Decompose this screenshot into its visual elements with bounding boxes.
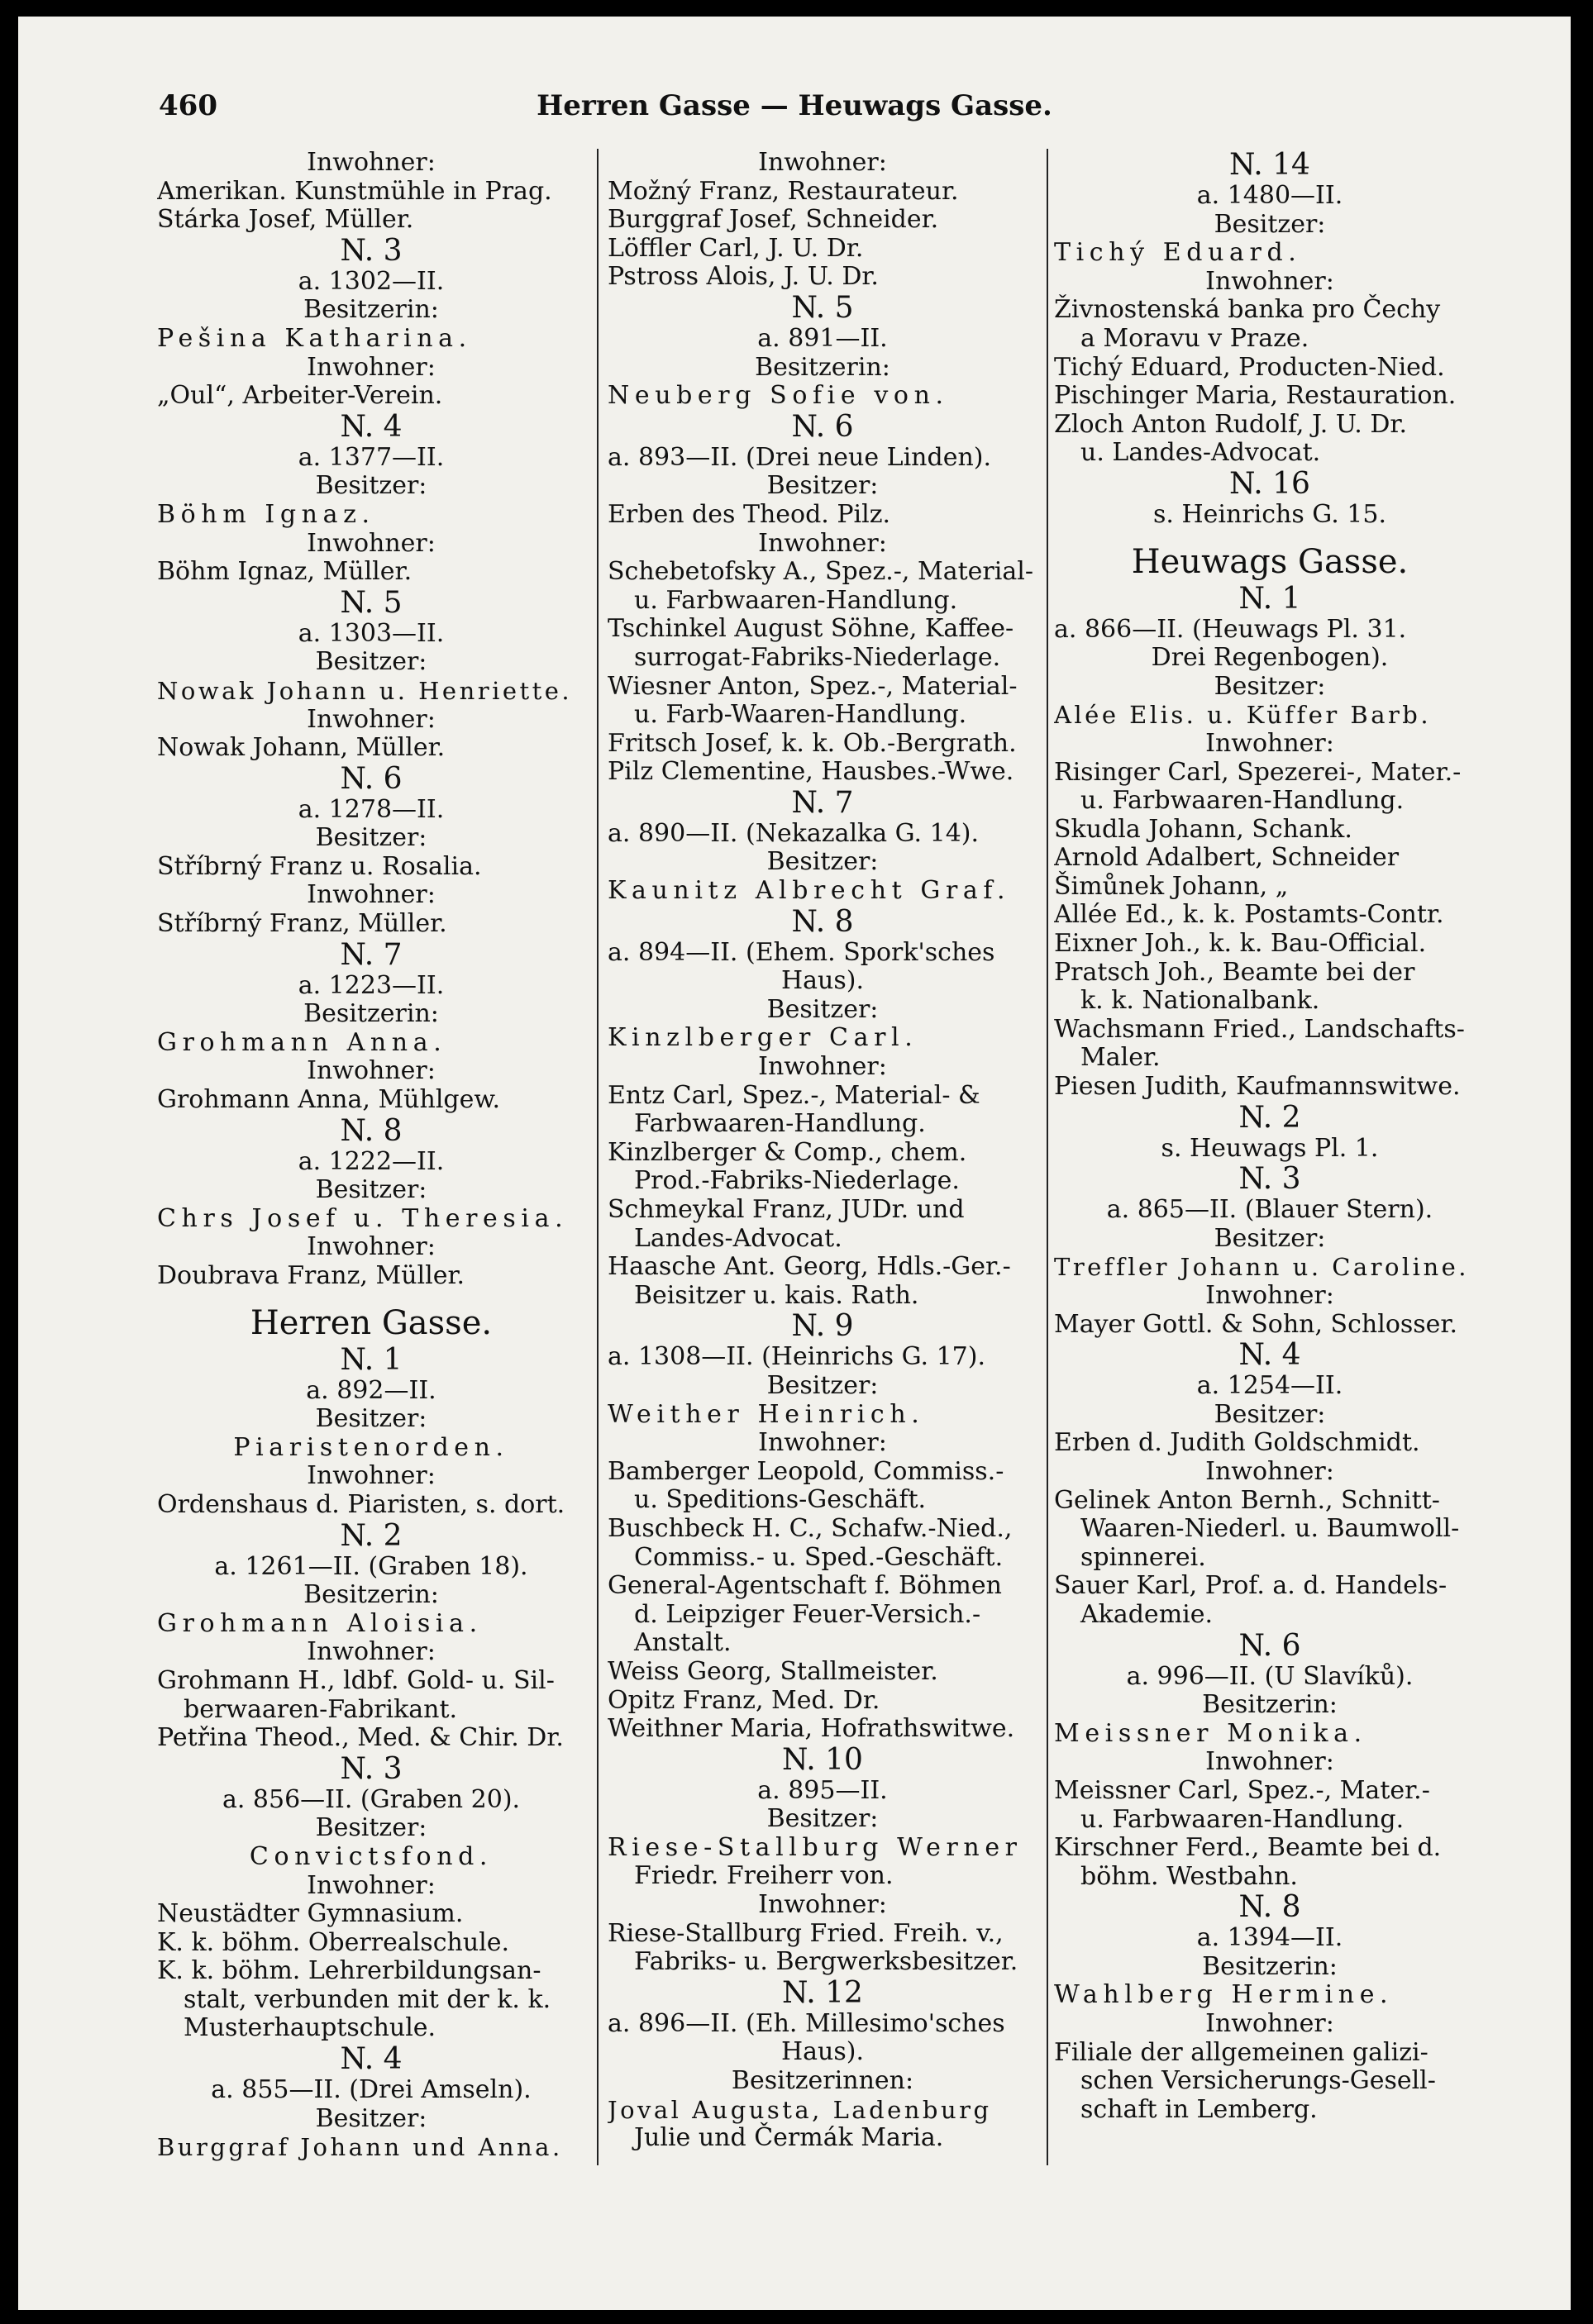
entry-line: Besitzer: (766, 471, 879, 501)
entry-line: Piaristenorden. (233, 1432, 509, 1462)
house-number: N. 3 (340, 233, 403, 268)
entry-line: Kirschner Ferd., Beamte bei d. (1054, 1833, 1442, 1863)
entry-line: Weithner Maria, Hofrathswitwe. (608, 1714, 1015, 1744)
entry-line: Besitzer: (1214, 209, 1326, 239)
entry-line: Farbwaaren-Handlung. (634, 1109, 926, 1139)
entry-line: Šimůnek Johann, „ (1054, 871, 1289, 901)
entry-line: Commiss.- u. Sped.-Geschäft. (634, 1542, 1004, 1572)
entry-line: u. Farbwaaren-Handlung. (1080, 1804, 1405, 1834)
house-number: N. 4 (1238, 1338, 1301, 1373)
entry-line: Inwohner: (307, 1870, 436, 1900)
entry-line: Besitzerin: (303, 999, 439, 1029)
entry-line: Waaren-Niederl. u. Baumwoll- (1080, 1514, 1460, 1544)
entry-line: Opitz Franz, Med. Dr. (608, 1685, 880, 1715)
entry-line: Inwohner: (1205, 1747, 1334, 1777)
entry-line: Tichý Eduard, Producten-Nied. (1054, 352, 1445, 382)
house-number: N. 2 (340, 1518, 403, 1553)
entry-line: s. Heinrichs G. 15. (1153, 499, 1386, 529)
house-number: N. 1 (1238, 581, 1301, 616)
entry-line: Treffler Johann u. Caroline. (1054, 1253, 1469, 1282)
house-number: N. 3 (1238, 1162, 1301, 1197)
entry-line: Piesen Judith, Kaufmannswitwe. (1054, 1072, 1461, 1102)
entry-line: a. 892—II. (306, 1375, 436, 1405)
entry-line: a. 1302—II. (298, 266, 445, 296)
entry-line: Drei Regenbogen). (1151, 643, 1389, 673)
entry-line: Meissner Carl, Spez.-, Mater.- (1054, 1775, 1430, 1805)
entry-line: s. Heuwags Pl. 1. (1161, 1133, 1379, 1163)
entry-line: a. 1223—II. (298, 970, 445, 1000)
entry-line: stalt, verbunden mit der k. k. (184, 1984, 551, 2014)
entry-line: Böhm Ignaz. (157, 499, 375, 529)
entry-line: Maler. (1080, 1043, 1161, 1073)
entry-line: Pstross Alois, J. U. Dr. (608, 262, 879, 292)
entry-line: Živnostenská banka pro Čechy (1054, 295, 1441, 325)
entry-line: a. 1303—II. (298, 618, 445, 648)
entry-line: Besitzer: (766, 847, 879, 877)
entry-line: Petřina Theod., Med. & Chir. Dr. (157, 1723, 564, 1753)
entry-line: Besitzerinnen: (731, 2066, 914, 2096)
entry-line: Löffler Carl, J. U. Dr. (608, 233, 864, 263)
entry-line: Fritsch Josef, k. k. Ob.-Bergrath. (608, 728, 1017, 758)
entry-line: Inwohner: (307, 1232, 436, 1262)
entry-line: Akademie. (1080, 1599, 1214, 1629)
entry-line: Erben d. Judith Goldschmidt. (1054, 1428, 1420, 1458)
entry-line: a. 890—II. (Nekazalka G. 14). (608, 818, 980, 848)
entry-line: Tschinkel August Söhne, Kaffee- (608, 614, 1014, 644)
entry-line: Weiss Georg, Stallmeister. (608, 1656, 938, 1686)
entry-line: surrogat-Fabriks-Niederlage. (634, 642, 1001, 672)
entry-line: schen Versicherungs-Gesell- (1080, 2066, 1436, 2096)
entry-line: Burggraf Johann und Anna. (157, 2133, 563, 2162)
entry-line: a. 1222—II. (298, 1146, 445, 1176)
entry-line: K. k. böhm. Lehrerbildungsan- (157, 1956, 541, 1986)
entry-line: a. 1278—II. (298, 794, 445, 824)
entry-line: Ordenshaus d. Piaristen, s. dort. (157, 1489, 565, 1519)
entry-line: Stříbrný Franz, Müller. (157, 909, 447, 939)
entry-line: Haus). (780, 2037, 864, 2067)
entry-line: Kinzlberger & Comp., chem. (608, 1137, 967, 1167)
entry-line: Risinger Carl, Spezerei-, Mater.- (1054, 757, 1462, 787)
entry-line: Stříbrný Franz u. Rosalia. (157, 851, 482, 881)
entry-line: Riese-Stallburg Fried. Freih. v., (608, 1918, 1004, 1948)
entry-line: böhm. Westbahn. (1080, 1861, 1298, 1891)
entry-line: Haasche Ant. Georg, Hdls.-Ger.- (608, 1252, 1011, 1282)
entry-line: u. Farbwaaren-Handlung. (634, 585, 958, 615)
house-number: N. 9 (791, 1309, 854, 1344)
entry-line: schaft in Lemberg. (1080, 2094, 1318, 2124)
entry-line: Chrs Josef u. Theresia. (157, 1203, 569, 1233)
entry-line: Arnold Adalbert, Schneider (1054, 843, 1400, 873)
entry-line: Doubrava Franz, Müller. (157, 1261, 465, 1290)
house-number: N. 7 (791, 785, 854, 820)
entry-line: Grohmann Aloisia. (157, 1608, 483, 1638)
page-header (18, 89, 1571, 131)
entry-line: Zloch Anton Rudolf, J. U. Dr. (1054, 409, 1408, 439)
entry-line: Inwohner: (1205, 1456, 1334, 1486)
entry-line: Friedr. Freiherr von. (634, 1861, 894, 1891)
entry-line: Filiale der allgemeinen galizi- (1054, 2037, 1428, 2067)
entry-line: d. Leipziger Feuer-Versich.- (634, 1599, 981, 1629)
entry-line: Besitzer: (766, 994, 879, 1024)
column-middle (608, 149, 1037, 2165)
column-divider (1047, 149, 1048, 2165)
entry-line: a. 865—II. (Blauer Stern). (1106, 1195, 1433, 1225)
entry-line: a. 894—II. (Ehem. Spork'sches (608, 937, 995, 967)
entry-line: Schmeykal Franz, JUDr. und (608, 1195, 965, 1224)
house-number: N. 14 (1229, 149, 1310, 182)
entry-line: Alée Elis. u. Küffer Barb. (1054, 701, 1432, 730)
entry-line: Besitzer: (315, 1404, 427, 1434)
entry-line: u. Landes-Advocat. (1080, 438, 1321, 468)
entry-line: a. 1254—II. (1196, 1371, 1343, 1401)
house-number: N. 7 (340, 937, 403, 972)
entry-line: Mayer Gottl. & Sohn, Schlosser. (1054, 1309, 1458, 1339)
entry-line: Neustädter Gymnasium. (157, 1899, 464, 1929)
street-heading: Herren Gasse. (250, 1303, 493, 1342)
entry-line: a. 856—II. (Graben 20). (222, 1784, 521, 1814)
house-number: N. 12 (782, 1975, 863, 2010)
entry-line: spinnerei. (1080, 1542, 1206, 1572)
entry-line: „Oul“, Arbeiter-Verein. (157, 381, 443, 411)
entry-line: Inwohner: (1205, 2009, 1334, 2039)
entry-line: Grohmann H., ldbf. Gold- u. Sil- (157, 1665, 555, 1695)
entry-line: Grohmann Anna, Mühlgew. (157, 1085, 501, 1115)
entry-line: Joval Augusta, Ladenburg (608, 2095, 992, 2124)
entry-line: Inwohner: (1205, 1281, 1334, 1310)
entry-line: Entz Carl, Spez.-, Material- & (608, 1080, 980, 1110)
entry-line: a. 996—II. (U Slavíků). (1126, 1661, 1414, 1691)
entry-line: Tichý Eduard. (1054, 238, 1302, 268)
entry-line: Wiesner Anton, Spez.-, Material- (608, 671, 1018, 701)
entry-line: a. 1377—II. (298, 442, 445, 472)
entry-line: a Moravu v Praze. (1080, 323, 1309, 353)
entry-line: Besitzer: (315, 647, 427, 677)
entry-line: Besitzerin: (303, 1580, 439, 1610)
running-title: Herren Gasse — Heuwags Gasse. (537, 89, 1052, 122)
entry-line: u. Farb-Waaren-Handlung. (634, 700, 967, 730)
house-number: N. 6 (340, 761, 403, 796)
entry-line: Skudla Johann, Schank. (1054, 814, 1352, 844)
entry-line: Convictsfond. (249, 1841, 494, 1871)
entry-line: Inwohner: (758, 149, 887, 177)
entry-line: Nowak Johann u. Henriette. (157, 676, 573, 705)
entry-line: Inwohner: (758, 1890, 887, 1920)
entry-line: Schebetofsky A., Spez.-, Material- (608, 557, 1033, 587)
house-number: N. 10 (782, 1742, 863, 1777)
entry-line: Inwohner: (307, 704, 436, 734)
entry-line: a. 893—II. (Drei neue Linden). (608, 442, 992, 472)
column-divider (597, 149, 599, 2165)
entry-line: Besitzerin: (755, 352, 890, 382)
entry-line: Gelinek Anton Bernh., Schnitt- (1054, 1485, 1440, 1515)
entry-line: Kinzlberger Carl. (608, 1023, 918, 1053)
house-number: N. 6 (791, 409, 854, 444)
entry-line: Inwohner: (307, 880, 436, 910)
house-number: N. 2 (1238, 1100, 1301, 1135)
entry-line: Neuberg Sofie von. (608, 381, 949, 411)
entry-line: Böhm Ignaz, Müller. (157, 557, 413, 587)
entry-line: Bamberger Leopold, Commiss.- (608, 1456, 1004, 1486)
entry-line: Besitzer: (315, 2103, 427, 2133)
entry-line: Inwohner: (1205, 728, 1334, 758)
entry-line: Burggraf Josef, Schneider. (608, 205, 939, 235)
entry-line: Haus). (780, 966, 864, 996)
entry-line: a. 895—II. (757, 1775, 888, 1805)
entry-line: Možný Franz, Restaurateur. (608, 176, 959, 206)
entry-line: a. 891—II. (757, 323, 888, 353)
house-number: N. 1 (340, 1342, 403, 1377)
entry-line: Inwohner: (307, 528, 436, 558)
entry-line: Amerikan. Kunstmühle in Prag. (157, 176, 552, 206)
page-number: 460 (159, 89, 217, 122)
house-number: N. 16 (1229, 466, 1310, 501)
house-number: N. 3 (340, 1751, 403, 1786)
house-number: N. 4 (340, 2042, 403, 2077)
entry-line: Stárka Josef, Müller. (157, 205, 414, 235)
entry-line: a. 1308—II. (Heinrichs G. 17). (608, 1342, 985, 1372)
entry-line: k. k. Nationalbank. (1080, 986, 1320, 1016)
entry-line: Fabriks- u. Bergwerksbesitzer. (634, 1947, 1018, 1977)
entry-line: Inwohner: (307, 1637, 436, 1667)
entry-line: Pratsch Joh., Beamte bei der (1054, 957, 1415, 987)
entry-line: Besitzer: (315, 1175, 427, 1205)
entry-line: u. Farbwaaren-Handlung. (1080, 786, 1405, 816)
entry-line: Besitzer: (766, 1804, 879, 1834)
entry-line: Inwohner: (307, 1056, 436, 1086)
entry-line: Pilz Clementine, Hausbes.-Wwe. (608, 757, 1014, 787)
entry-line: Beisitzer u. kais. Rath. (634, 1280, 919, 1310)
house-number: N. 6 (1238, 1628, 1301, 1663)
entry-line: Inwohner: (307, 352, 436, 382)
entry-line: Besitzer: (315, 823, 427, 853)
entry-line: Julie und Čermák Maria. (634, 2123, 944, 2153)
entry-line: Landes-Advocat. (634, 1223, 842, 1253)
entry-line: u. Speditions-Geschäft. (634, 1485, 927, 1515)
entry-line: a. 896—II. (Eh. Millesimo'sches (608, 2008, 1005, 2038)
entry-line: Pischinger Maria, Restauration. (1054, 381, 1457, 411)
entry-line: a. 1394—II. (1196, 1923, 1343, 1953)
entry-line: Besitzer: (315, 1813, 427, 1843)
entry-line: Inwohner: (758, 1052, 887, 1082)
entry-line: Buschbeck H. C., Schafw.-Nied., (608, 1513, 1013, 1543)
house-number: N. 8 (1238, 1890, 1301, 1925)
entry-line: Kaunitz Albrecht Graf. (608, 876, 1011, 906)
house-number: N. 8 (340, 1113, 403, 1148)
entry-line: berwaaren-Fabrikant. (184, 1694, 458, 1724)
house-number: N. 5 (791, 290, 854, 325)
entry-line: a. 866—II. (Heuwags Pl. 31. (1054, 614, 1407, 644)
entry-line: Pešina Katharina. (157, 323, 472, 353)
entry-line: Wachsmann Fried., Landschafts- (1054, 1014, 1465, 1044)
entry-line: Inwohner: (1205, 266, 1334, 296)
entry-line: Anstalt. (634, 1628, 732, 1658)
house-number: N. 4 (340, 409, 403, 444)
entry-line: Riese-Stallburg Werner (608, 1832, 1023, 1862)
entry-line: Nowak Johann, Müller. (157, 733, 446, 763)
entry-line: Erben des Theod. Pilz. (608, 499, 891, 529)
entry-line: Eixner Joh., k. k. Bau-Official. (1054, 929, 1427, 959)
entry-line: General-Agentschaft f. Böhmen (608, 1571, 1002, 1601)
entry-line: Sauer Karl, Prof. a. d. Handels- (1054, 1571, 1448, 1601)
entry-line: Musterhauptschule. (184, 2013, 436, 2043)
entry-line: a. 1480—II. (1196, 181, 1343, 210)
entry-line: Meissner Monika. (1054, 1718, 1367, 1748)
column-left (157, 149, 585, 2165)
entry-line: Besitzerin: (1202, 1951, 1338, 1981)
entry-line: Besitzerin: (1202, 1690, 1338, 1720)
house-number: N. 5 (340, 585, 403, 620)
entry-line: Inwohner: (758, 528, 887, 558)
entry-line: Weither Heinrich. (608, 1399, 925, 1429)
street-heading: Heuwags Gasse. (1131, 542, 1409, 581)
entry-line: Besitzer: (1214, 671, 1326, 701)
entry-line: a. 855—II. (Drei Amseln). (211, 2075, 532, 2105)
entry-line: Prod.-Fabriks-Niederlage. (634, 1166, 960, 1196)
entry-line: Grohmann Anna. (157, 1027, 447, 1057)
entry-line: Besitzer: (1214, 1399, 1326, 1429)
entry-line: Inwohner: (758, 1428, 887, 1458)
entry-line: Besitzer: (766, 1370, 879, 1400)
house-number: N. 8 (791, 904, 854, 939)
entry-line: Inwohner: (307, 149, 436, 177)
entry-line: K. k. böhm. Oberrealschule. (157, 1927, 510, 1957)
entry-line: Besitzer: (315, 471, 427, 501)
entry-line: a. 1261—II. (Graben 18). (214, 1551, 528, 1581)
entry-line: Besitzerin: (303, 295, 439, 325)
entry-line: Inwohner: (307, 1461, 436, 1491)
entry-line: Besitzer: (1214, 1223, 1326, 1253)
entry-line: Wahlberg Hermine. (1054, 1980, 1394, 2010)
entry-line: Allée Ed., k. k. Postamts-Contr. (1054, 900, 1444, 930)
column-right (1054, 149, 1486, 2165)
